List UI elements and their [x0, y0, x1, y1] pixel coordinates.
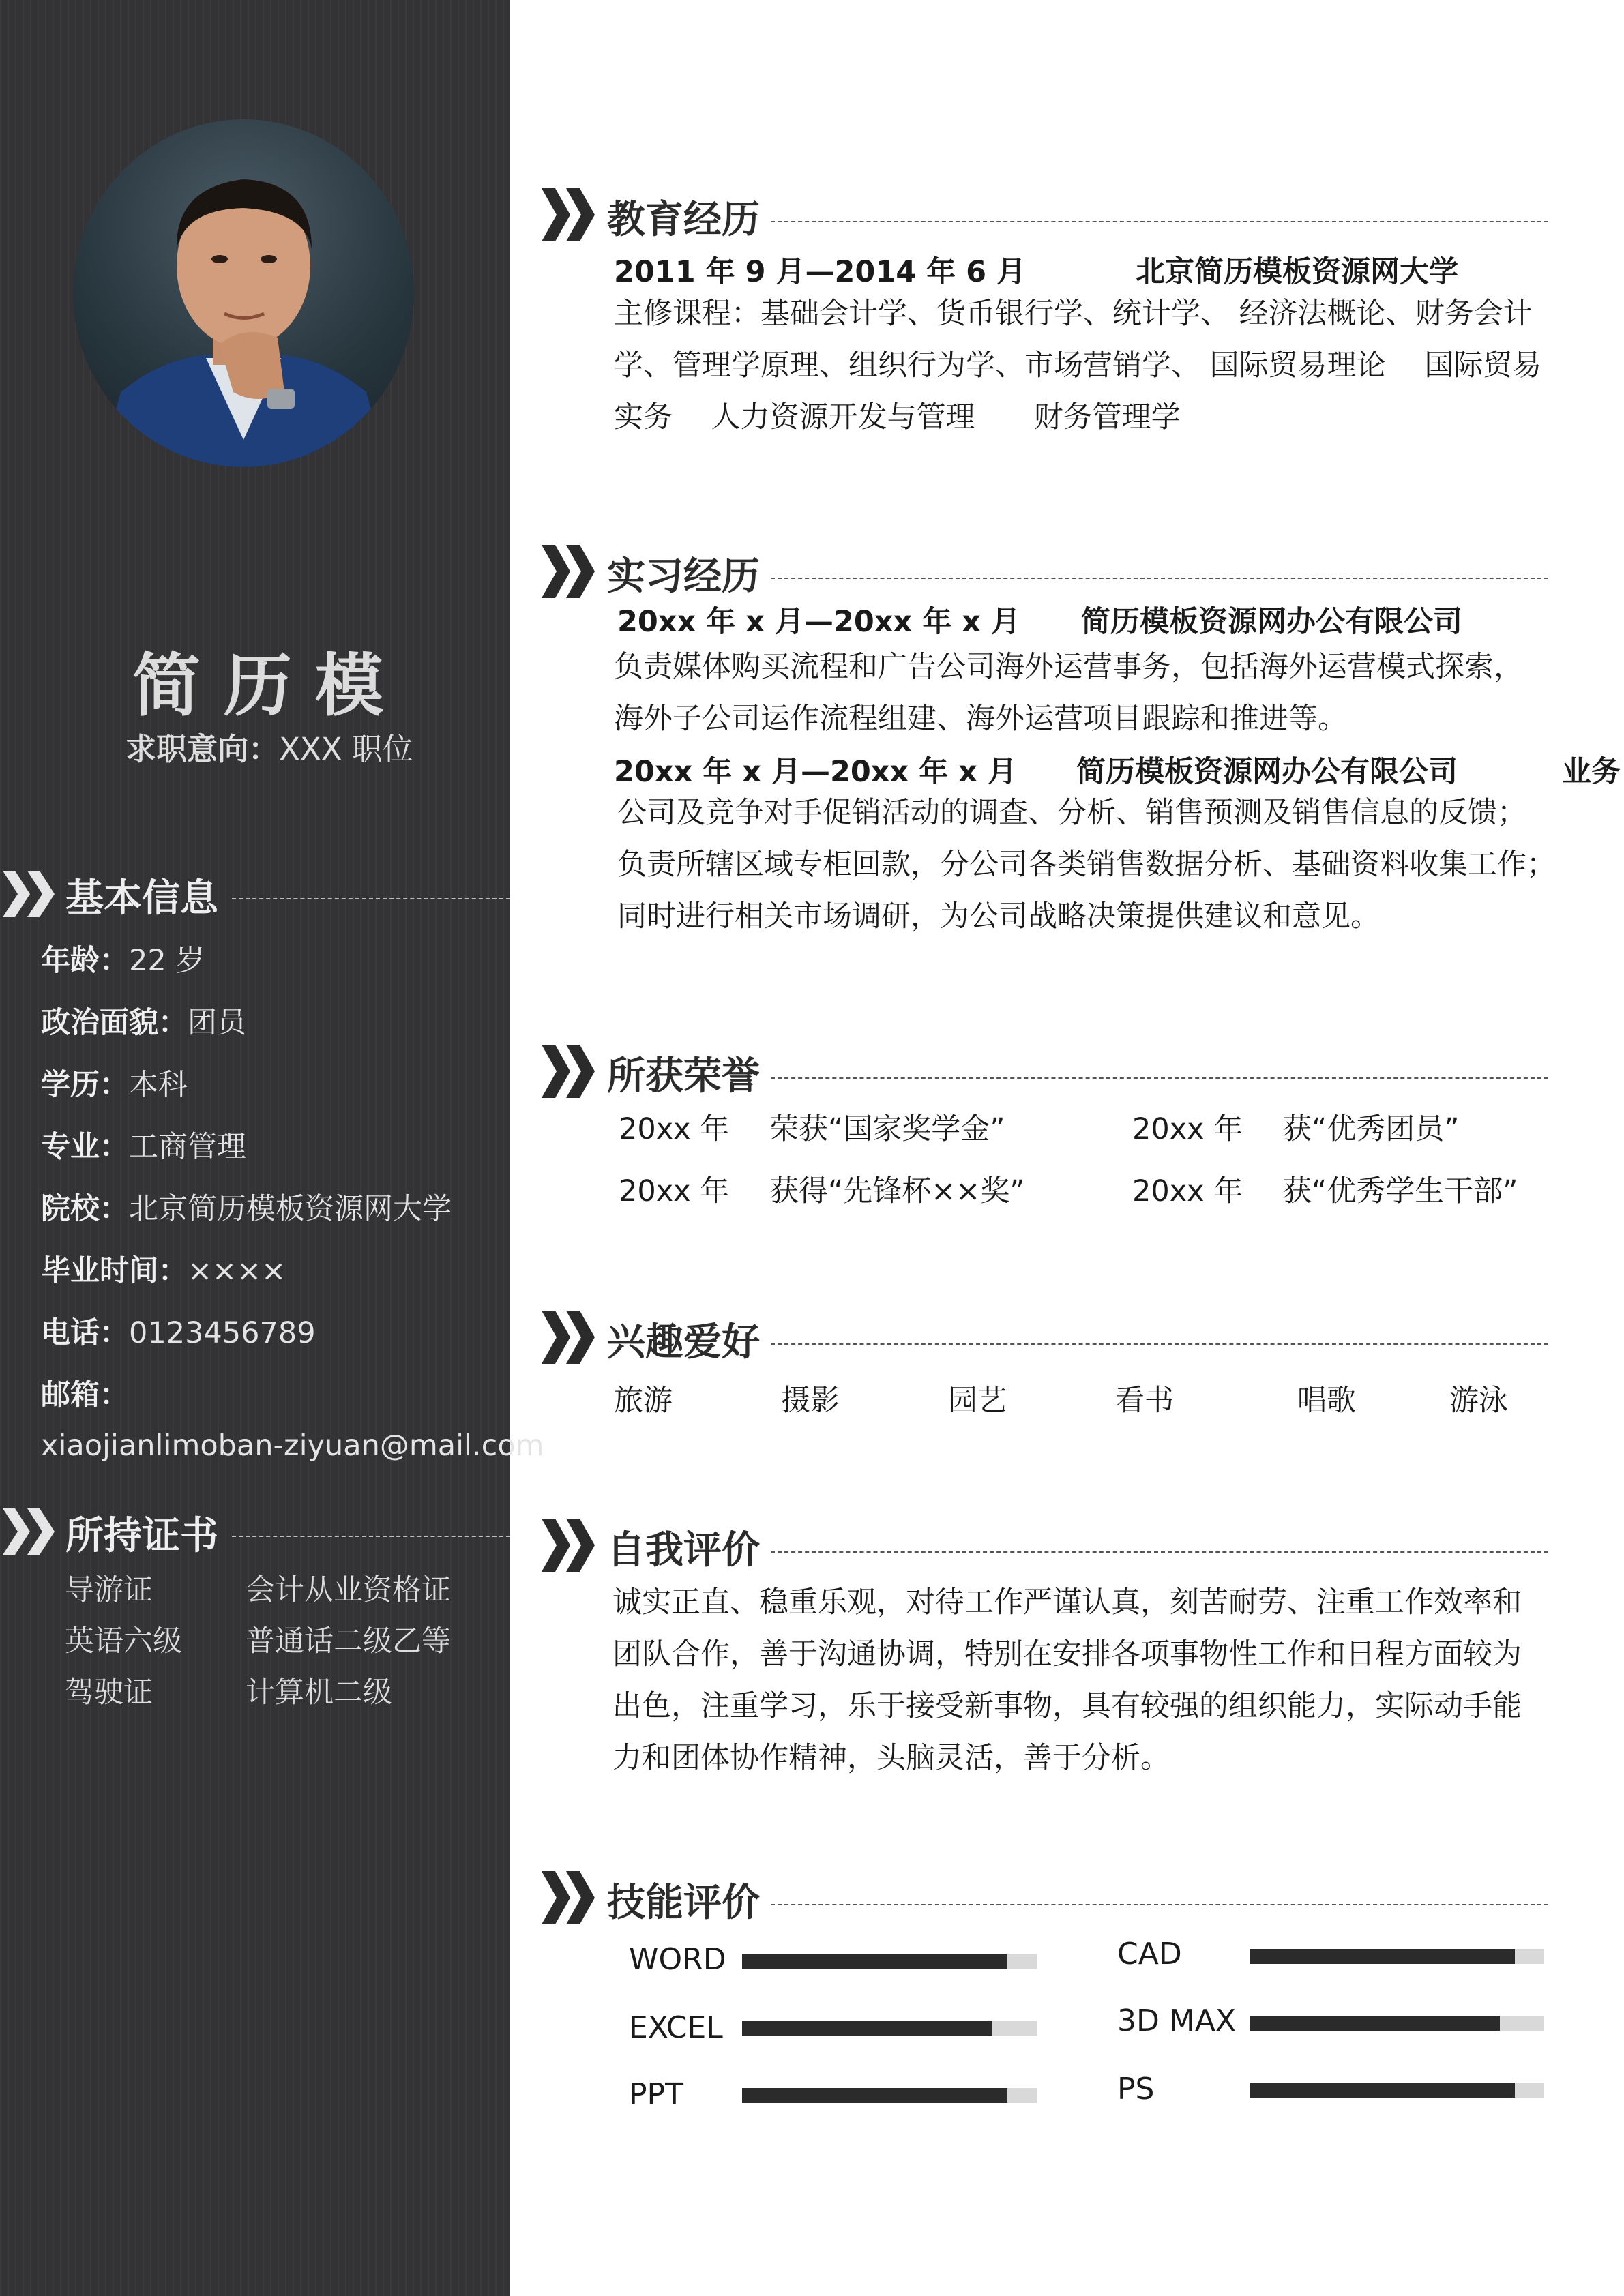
skill-bar-fill	[742, 1954, 1007, 1969]
info-major: 专业：工商管理	[41, 1130, 246, 1164]
hobby-item: 看书	[1115, 1384, 1174, 1418]
avatar-photo	[73, 119, 414, 467]
skill-bar-fill	[1250, 2016, 1500, 2031]
text-line: 力和团体协作精神，头脑灵活，善于分析。	[612, 1741, 1170, 1775]
internship-extra: 业务	[1562, 755, 1621, 789]
skill-bar-fill	[742, 2021, 992, 2036]
cert-item: 导游证	[65, 1573, 153, 1607]
internship-period: 20xx 年 x 月—20xx 年 x 月	[614, 755, 1017, 789]
text-line: 实务 人力资源开发与管理 财务管理学	[614, 400, 1181, 434]
candidate-name: 简历模	[132, 646, 407, 726]
text-line: 团队合作，善于沟通协调，特别在安排各项事物性工作和日程方面较为	[612, 1637, 1522, 1671]
honor-text: 获得“先锋杯××奖”	[769, 1174, 1025, 1208]
double-chevron-icon	[0, 868, 59, 920]
honors-title: 所获荣誉	[607, 1054, 760, 1099]
job-intent	[0, 724, 539, 769]
divider	[771, 1077, 1548, 1079]
skill-bar	[1250, 2016, 1544, 2031]
skill-bar	[742, 2088, 1037, 2103]
info-political: 政治面貌：团员	[41, 1006, 246, 1040]
self-eval-title: 自我评价	[607, 1528, 760, 1572]
honors-header	[539, 1042, 1548, 1103]
honor-text: 荣获“国家奖学金”	[769, 1112, 1005, 1146]
double-chevron-icon	[539, 1042, 597, 1101]
education-header	[539, 185, 1548, 247]
hobby-item: 唱歌	[1297, 1384, 1356, 1418]
text-line: 公司及竞争对手促销活动的调查、分析、销售预测及销售信息的反馈；	[617, 796, 1526, 830]
skill-bar	[1250, 2083, 1544, 2098]
self-eval-header	[539, 1516, 1548, 1577]
double-chevron-icon	[539, 1516, 597, 1575]
cert-item: 普通话二级乙等	[246, 1624, 451, 1658]
education-period: 2011 年 9 月—2014 年 6 月	[614, 255, 1027, 289]
certs-title: 所持证书	[65, 1514, 218, 1558]
skills-title: 技能评价	[607, 1881, 760, 1925]
internship-header	[539, 542, 1548, 603]
divider	[771, 221, 1548, 222]
skill-bar-fill	[742, 2088, 1007, 2103]
hobbies-header	[539, 1308, 1548, 1369]
skill-bar	[742, 1954, 1037, 1969]
double-chevron-icon	[539, 1868, 597, 1927]
info-graduation: 毕业时间：××××	[41, 1254, 286, 1288]
cert-item: 驾驶证	[65, 1675, 153, 1710]
honor-year: 20xx 年	[1132, 1112, 1243, 1146]
cert-item: 会计从业资格证	[246, 1573, 451, 1607]
text-line: 学、管理学原理、组织行为学、市场营销学、 国际贸易理论 国际贸易	[614, 348, 1542, 383]
hobby-item: 旅游	[614, 1384, 673, 1418]
basic-info-title: 基本信息	[65, 876, 218, 921]
divider	[771, 1551, 1548, 1553]
divider	[771, 578, 1548, 579]
double-chevron-icon	[539, 1308, 597, 1367]
hobby-item: 园艺	[948, 1384, 1007, 1418]
honor-year: 20xx 年	[619, 1112, 730, 1146]
text-line: 主修课程：基础会计学、货币银行学、统计学、 经济法概论、财务会计	[614, 297, 1533, 331]
certs-header	[0, 1500, 510, 1562]
cert-item: 计算机二级	[246, 1675, 392, 1710]
double-chevron-icon	[539, 542, 597, 601]
internship-company: 简历模板资源网办公有限公司	[1076, 755, 1458, 789]
honor-year: 20xx 年	[619, 1174, 730, 1208]
skill-label: CAD	[1117, 1937, 1182, 1971]
skill-label: WORD	[629, 1942, 726, 1977]
hobbies-title: 兴趣爱好	[607, 1320, 760, 1365]
divider	[232, 898, 510, 899]
education-title: 教育经历	[607, 198, 760, 242]
info-school: 院校：北京简历模板资源网大学	[41, 1192, 452, 1226]
double-chevron-icon	[539, 185, 597, 244]
info-education: 学历：本科	[41, 1068, 188, 1102]
skill-label: 3D MAX	[1117, 2003, 1237, 2038]
internship-period: 20xx 年 x 月—20xx 年 x 月	[617, 605, 1020, 639]
double-chevron-icon	[0, 1506, 59, 1557]
divider	[771, 1904, 1548, 1905]
honor-year: 20xx 年	[1132, 1174, 1243, 1208]
job-intent-label: 求职意向：	[126, 731, 280, 767]
text-line: 负责媒体购买流程和广告公司海外运营事务，包括海外运营模式探索，	[614, 650, 1523, 684]
education-school: 北京简历模板资源网大学	[1136, 255, 1458, 289]
text-line: 海外子公司运作流程组建、海外运营项目跟踪和推进等。	[614, 702, 1347, 736]
honor-text: 获“优秀团员”	[1282, 1112, 1460, 1146]
info-email: 邮箱：	[41, 1378, 129, 1412]
skill-bar-fill	[1250, 2083, 1515, 2098]
skill-label: EXCEL	[629, 2010, 723, 2045]
internship-title: 实习经历	[607, 554, 760, 599]
skill-label: PS	[1117, 2072, 1155, 2106]
info-age: 年龄：22 岁	[41, 944, 205, 978]
text-line: 负责所辖区域专柜回款，分公司各类销售数据分析、基础资料收集工作；	[617, 848, 1556, 882]
internship-desc	[614, 641, 1523, 745]
divider	[232, 1536, 510, 1537]
skill-bar	[1250, 1949, 1544, 1964]
info-phone: 电话：0123456789	[41, 1316, 316, 1350]
divider	[771, 1343, 1548, 1345]
basic-info-header	[0, 863, 510, 924]
text-line: 诚实正直、稳重乐观，对待工作严谨认真，刻苦耐劳、注重工作效率和	[612, 1585, 1522, 1620]
self-eval-text	[612, 1577, 1522, 1784]
skills-header	[539, 1868, 1548, 1930]
internship-company: 简历模板资源网办公有限公司	[1081, 605, 1462, 639]
email-value[interactable]: xiaojianlimoban-ziyuan@mail.com	[41, 1429, 544, 1463]
text-line: 出色，注重学习，乐于接受新事物，具有较强的组织能力，实际动手能	[612, 1689, 1522, 1723]
hobby-item: 摄影	[781, 1384, 840, 1418]
job-intent-value: XXX 职位	[279, 731, 413, 767]
internship-desc	[617, 787, 1556, 942]
education-courses	[614, 288, 1541, 443]
skill-bar-fill	[1250, 1949, 1515, 1964]
text-line: 同时进行相关市场调研，为公司战略决策提供建议和意见。	[617, 899, 1380, 934]
skill-label: PPT	[629, 2077, 683, 2112]
skill-bar	[742, 2021, 1037, 2036]
sidebar	[0, 0, 544, 2296]
honor-text: 获“优秀学生干部”	[1282, 1174, 1518, 1208]
hobby-item: 游泳	[1449, 1384, 1508, 1418]
cert-item: 英语六级	[65, 1624, 182, 1658]
